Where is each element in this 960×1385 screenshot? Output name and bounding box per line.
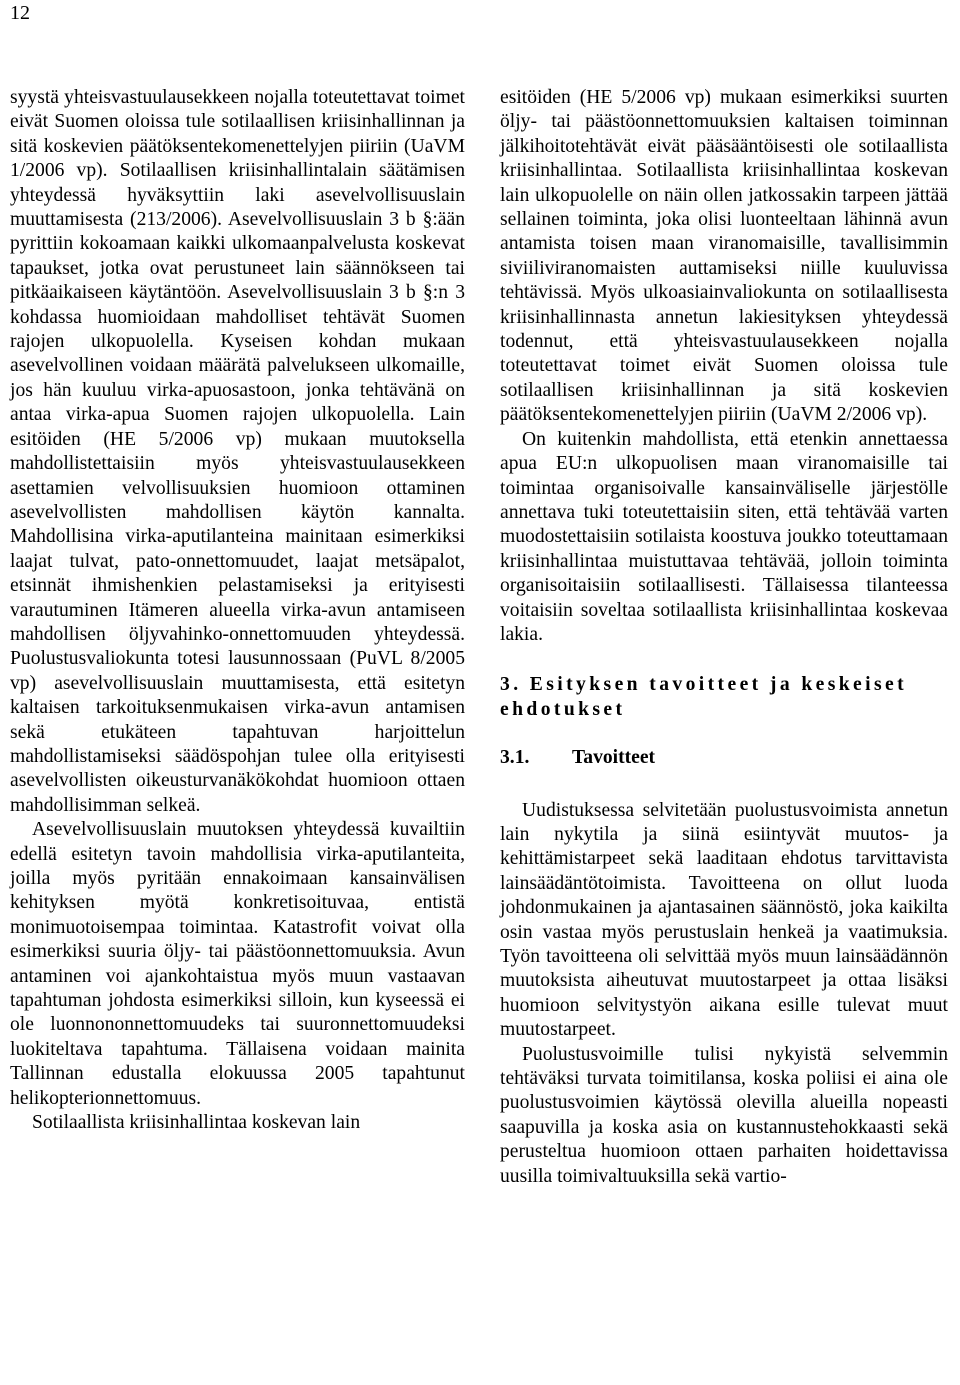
subsection-title: Tavoitteet <box>572 747 656 769</box>
right-column <box>500 86 948 1189</box>
left-column <box>10 86 465 1135</box>
body-paragraph: esitöiden (HE 5/2006 vp) mukaan esimerkiksi suurten öljy- tai päästöonnettomuuksien kaltaisen toiminnan jälkihoitotehtävät eivät pääsääntöisesti ole sotilaallista kriisinhallintaa. Sotilaallista kriisinhallintaa koskevan lain ulkopuolelle on näin ollen jatkossakin tarpeen jättää sellainen toiminta, joka olisi luonteeltaan lähinnä avun antamista toisen maan viranomaisille, tavallisimmin siviiliviranomaisten auttamiseksi niille kuuluvissa tehtävissä. Myös ulkoasiainvaliokunta on sotilaallisesta kriisinhallinnasta annetun lakiesityksen yhteydessä todennut, että yhteisvastuulausekkeen nojalla toteutettavat toimet eivät Suomen oloissa tule sotilaallisen kriisinhallinnan ja sitä koskevien päätöksentekomenettelyjen piiriin (UaVM 2/2006 vp). <box>500 87 948 426</box>
body-paragraph: syystä yhteisvastuulausekkeen nojalla toteutettavat toimet eivät Suomen oloissa tule sotilaallisen kriisinhallinnan ja sitä koskevien päätöksentekomenettelyjen piiriin (UaVM 1/2006 vp). Sotilaallisen kriisinhallintalain säätämisen yhteydessä hyväksyttiin laki asevelvollisuuslain muuttamisesta (213/2006). Asevelvollisuuslain 3 b §:ään pyrittiin kokoamaan kaikki ulkomaanpalvelusta koskevat tapaukset, jotka ovat perustuneet lain säännökseen tai pitkäaikaiseen käytäntöön. Asevelvollisuuslain 3 b §:n 3 kohdassa huomioidaan mahdolliset tehtävät Suomen rajojen ulkopuolella. Kyseisen kohdan mukaan asevelvollinen voidaan määrätä palvelukseen ulkomaille, jos hän kuuluu virka-apuosastoon, jonka tehtävänä on antaa virka-apua Suomen rajojen ulkopuolella. Lain esitöiden (HE 5/2006 vp) mukaan muutoksella mahdollistettaisiin myös yhteisvastuulausekkeen asettamien velvollisuuksien huomioon ottaminen asevelvollisten mahdollisen käytön kannalta. Mahdollisina virka-aputilanteina mainitaan esimerkiksi laajat tulvat, pato-onnettomuudet, laajat metsäpalot, etsinnät ihmishenkien pelastamiseksi ja erityisesti varautuminen Itämeren alueella virka-avun antamiseen mahdollisen öljyvahinko-onnettomuuden yhteydessä. Puolustusvaliokunta totesi lausunnossaan (PuVL 8/2005 vp) asevelvollisuuslain muuttamisesta, että esitetyn kaltaisen tarkoituksenmukaisen virka-avun antamisen sekä etukäteen tapahtuvan harjoittelun mahdollistamiseksi säädöspohjan tulee olla erityisesti asevelvollisten oikeusturvanäkökohdat huomioon ottaen mahdollisimman selkeä. <box>10 87 465 816</box>
body-paragraph: Sotilaallista kriisinhallintaa koskevan lain <box>32 1112 361 1134</box>
section-heading: 3. Esityksen tavoitteet ja keskeiset ehdotukset <box>500 674 908 720</box>
subsection-number: 3.1. <box>500 747 530 769</box>
subsection-heading <box>500 746 948 770</box>
body-paragraph: On kuitenkin mahdollista, että etenkin annettaessa apua EU:n ulkopuolisen maan viranomaisille tai toimintaa organisoivalle kansainväliselle järjestölle annettava tuki toteutettaisiin siten, että tehtävää varten muodostettaisiin sotilaista koostuva joukko toteuttamaan kriisinhallintaa muistuttavaa tehtävää, jolloin toiminta organisoitaisiin sotilaallisesti. Tällaisessa tilanteessa voitaisiin soveltaa sotilaallista kriisinhallintaa koskevaa lakia. <box>500 428 948 645</box>
body-paragraph: Puolustusvoimille tulisi nykyistä selvemmin tehtäväksi turvata toimitilansa, koska poliisi ei aina ole puolustusvoimien käytössä olevilla alueilla nopeasti saapuvilla ja koska asia on kustannustehokkaasti sekä perusteltua huomioon ottaen parhaiten hoidettavissa uusilla toimivaltuuksilla sekä vartio- <box>500 1043 948 1187</box>
page-number: 12 <box>10 2 30 24</box>
body-paragraph: Asevelvollisuuslain muutoksen yhteydessä kuvailtiin edellä esitetyn tavoin mahdollisia virka-aputilanteita, joilla myös pyritään ennakoimaan kansainvälisen kehityksen myötä konkretisoituvaa, entistä monimuotoisempaa toimintaa. Katastrofit voivat olla esimerkiksi suuria öljy- tai päästöonnettomuuksia. Avun antaminen voi ajankohtaistua myös muun vastaavan tapahtuman johdosta esimerkiksi silloin, kun kyseessä ei ole luonnononnettomuudeks tai suuronnettomuudeksi luokiteltava tapahtuma. Tällaisena voidaan mainita Tallinnan edustalla elokuussa 2005 tapahtunut helikopterionnettomuus. <box>10 819 465 1109</box>
body-paragraph: Uudistuksessa selvitetään puolustusvoimista annetun lain nykytila ja siinä esiintyvät muutos- ja kehittämistarpeet sekä laaditaan ehdotus tarvittavista lainsäädäntötoimista. Tavoitteena on ollut luoda johdonmukainen ja ajantasainen säännöstö, joka kaikilta osin vastaa myös perustuslain henkeä ja vaatimuksia. Työn tavoitteena oli selvittää myös muun lainsäädännön muutoksista aiheutuvat muutostarpeet ja ottaa lisäksi huomioon selvitystyön aikana esille tulevat muut muutostarpeet. <box>500 799 948 1041</box>
